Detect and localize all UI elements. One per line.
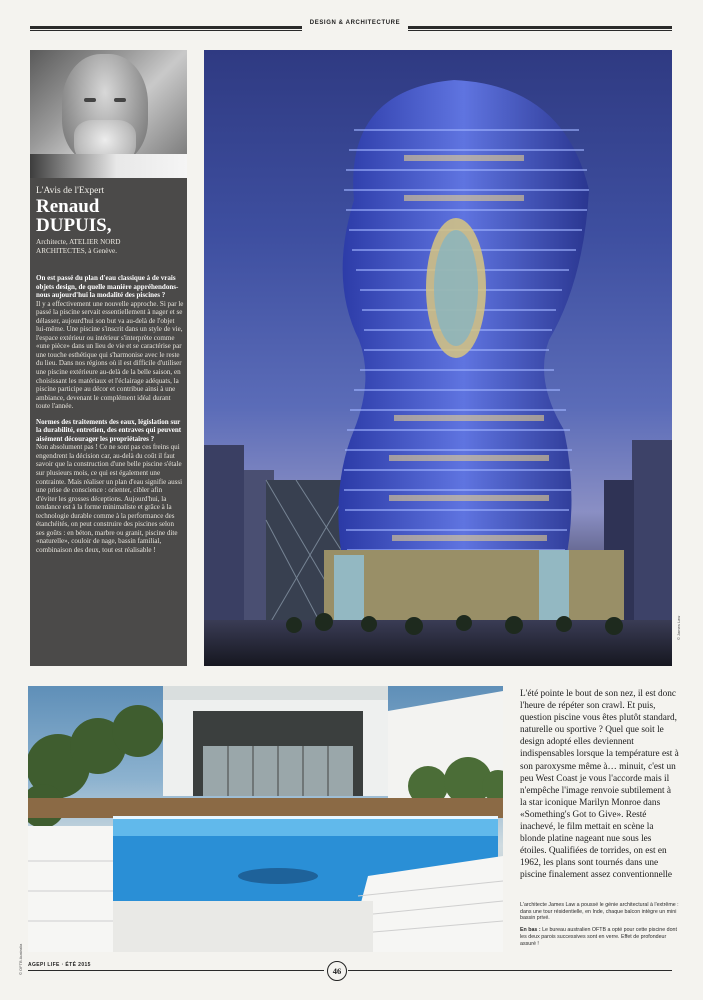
expert-first-name: Renaud bbox=[36, 196, 100, 217]
caption-tower: L'architecte James Law a poussé le génie architectural à l'extrême : dans une tour résidentielle, en Inde, chaque balcon intègre un mini bassin privé. bbox=[520, 902, 679, 922]
caption-pool bbox=[520, 927, 680, 947]
expert-role bbox=[36, 238, 182, 256]
footer-rule-left bbox=[28, 970, 324, 971]
answer-1: Il y a effectivement une nouvelle approche. Si par le passé la piscine servait essentiellement à nager et se délasser, aujourd'hui son but va au-delà de l'objet lui-même. Une piscine s'inscrit dans un style de vie, l'espace extérieur ou intérieur s'interprète comme «une pièce» dans un lieu de vie et se caractérise par une touche esthétique qui s'harmonise avec le reste du lieu. Dans nos régions où il est difficile d'utiliser une piscine extérieure au-delà de la belle saison, en choisissant les matériaux et l'éclairage adéquats, la piscine participe au décor et contribue ainsi à une ambiance, devenant le complément idéal durant toute l'année. bbox=[36, 299, 184, 411]
expert-last-name: DUPUIS, bbox=[36, 215, 112, 236]
expert-name bbox=[36, 197, 111, 235]
pool-photo bbox=[28, 686, 503, 952]
header-rule-right bbox=[408, 26, 672, 29]
footer-rule-right bbox=[348, 970, 672, 971]
tower-photo bbox=[204, 50, 672, 666]
footer-magazine: AGEPI LIFE · ÉTÉ 2015 bbox=[28, 962, 91, 968]
expert-interview bbox=[36, 274, 184, 562]
expert-kicker: L'Avis de l'Expert bbox=[36, 186, 105, 196]
expert-role-line2: ARCHITECTES, à Genève. bbox=[36, 247, 118, 255]
expert-panel bbox=[30, 178, 187, 666]
expert-role-line1: Architecte, ATELIER NORD bbox=[36, 238, 121, 246]
caption-pool-lead: En bas : bbox=[520, 927, 541, 934]
header-rule-right-thin bbox=[408, 30, 672, 31]
tower-photo-credit: © James Law bbox=[676, 615, 681, 640]
caption-pool-text: Le bureau australien OFTB a opté pour cette piscine dont les deux parois successives sont en verre. Effet de profondeur assuré ! bbox=[520, 927, 677, 947]
expert-portrait bbox=[30, 50, 187, 178]
header-rule-left bbox=[30, 26, 302, 29]
answer-2: Non absolument pas ! Ce ne sont pas ces freins qui engendrent la décision car, au-delà du coût il faut savoir que la construction d'une belle piscine s'étale sur plusieurs mois, ce qui est également une contrainte. Mais réaliser un plan d'eau signifie aussi une prise de conscience : orienter, cibler afin d'éviter les grosses déceptions. Aujourd'hui, la tendance est à la forme minimaliste et grâce à la technologie durable comme à la performance des étanchéités, on peut construire des piscines selon ses goûts : en béton, marbre ou granit, piscine dite «naturelle», couloir de nage, bassin familial, combinaison des deux, tout est réalisable ! bbox=[36, 443, 183, 554]
pool-photo-credit: © OFTB Australia bbox=[18, 943, 23, 975]
header-rule-left-thin bbox=[30, 30, 302, 31]
question-1: On est passé du plan d'eau classique à de vrais objets design, de quelle manière appréhendons-nous aujourd'hui la modalité des piscines ? bbox=[36, 274, 179, 300]
article-body: L'été pointe le bout de son nez, il est donc l'heure de répéter son crawl. Et puis, question piscine vous êtes plutôt standard, naturelle ou sportive ? Quel que soit le design adopté elles deviennent indispensables lorsque la température est à son paroxysme même à… minuit, c'est un peu West Coast je vous l'accorde mais il n'empêche l'image renvoie subtilement à la star iconique Marilyn Monroe dans «Something's Got to Give». Resté inachevé, le film mettait en scène la blonde platine nageant nue sous les étoiles. Qualifiées de torrides, on est en 1962, les plans sont tournés dans une piscine finalement assez conventionnelle bbox=[520, 689, 679, 881]
question-2: Normes des traitements des eaux, législation sur la durabilité, entretien, des entraves qui peuvent aisément décourager les propriétaires ? bbox=[36, 417, 182, 443]
photo-captions bbox=[520, 902, 680, 952]
page-number: 46 bbox=[327, 961, 347, 981]
section-label: DESIGN & ARCHITECTURE bbox=[309, 20, 401, 26]
